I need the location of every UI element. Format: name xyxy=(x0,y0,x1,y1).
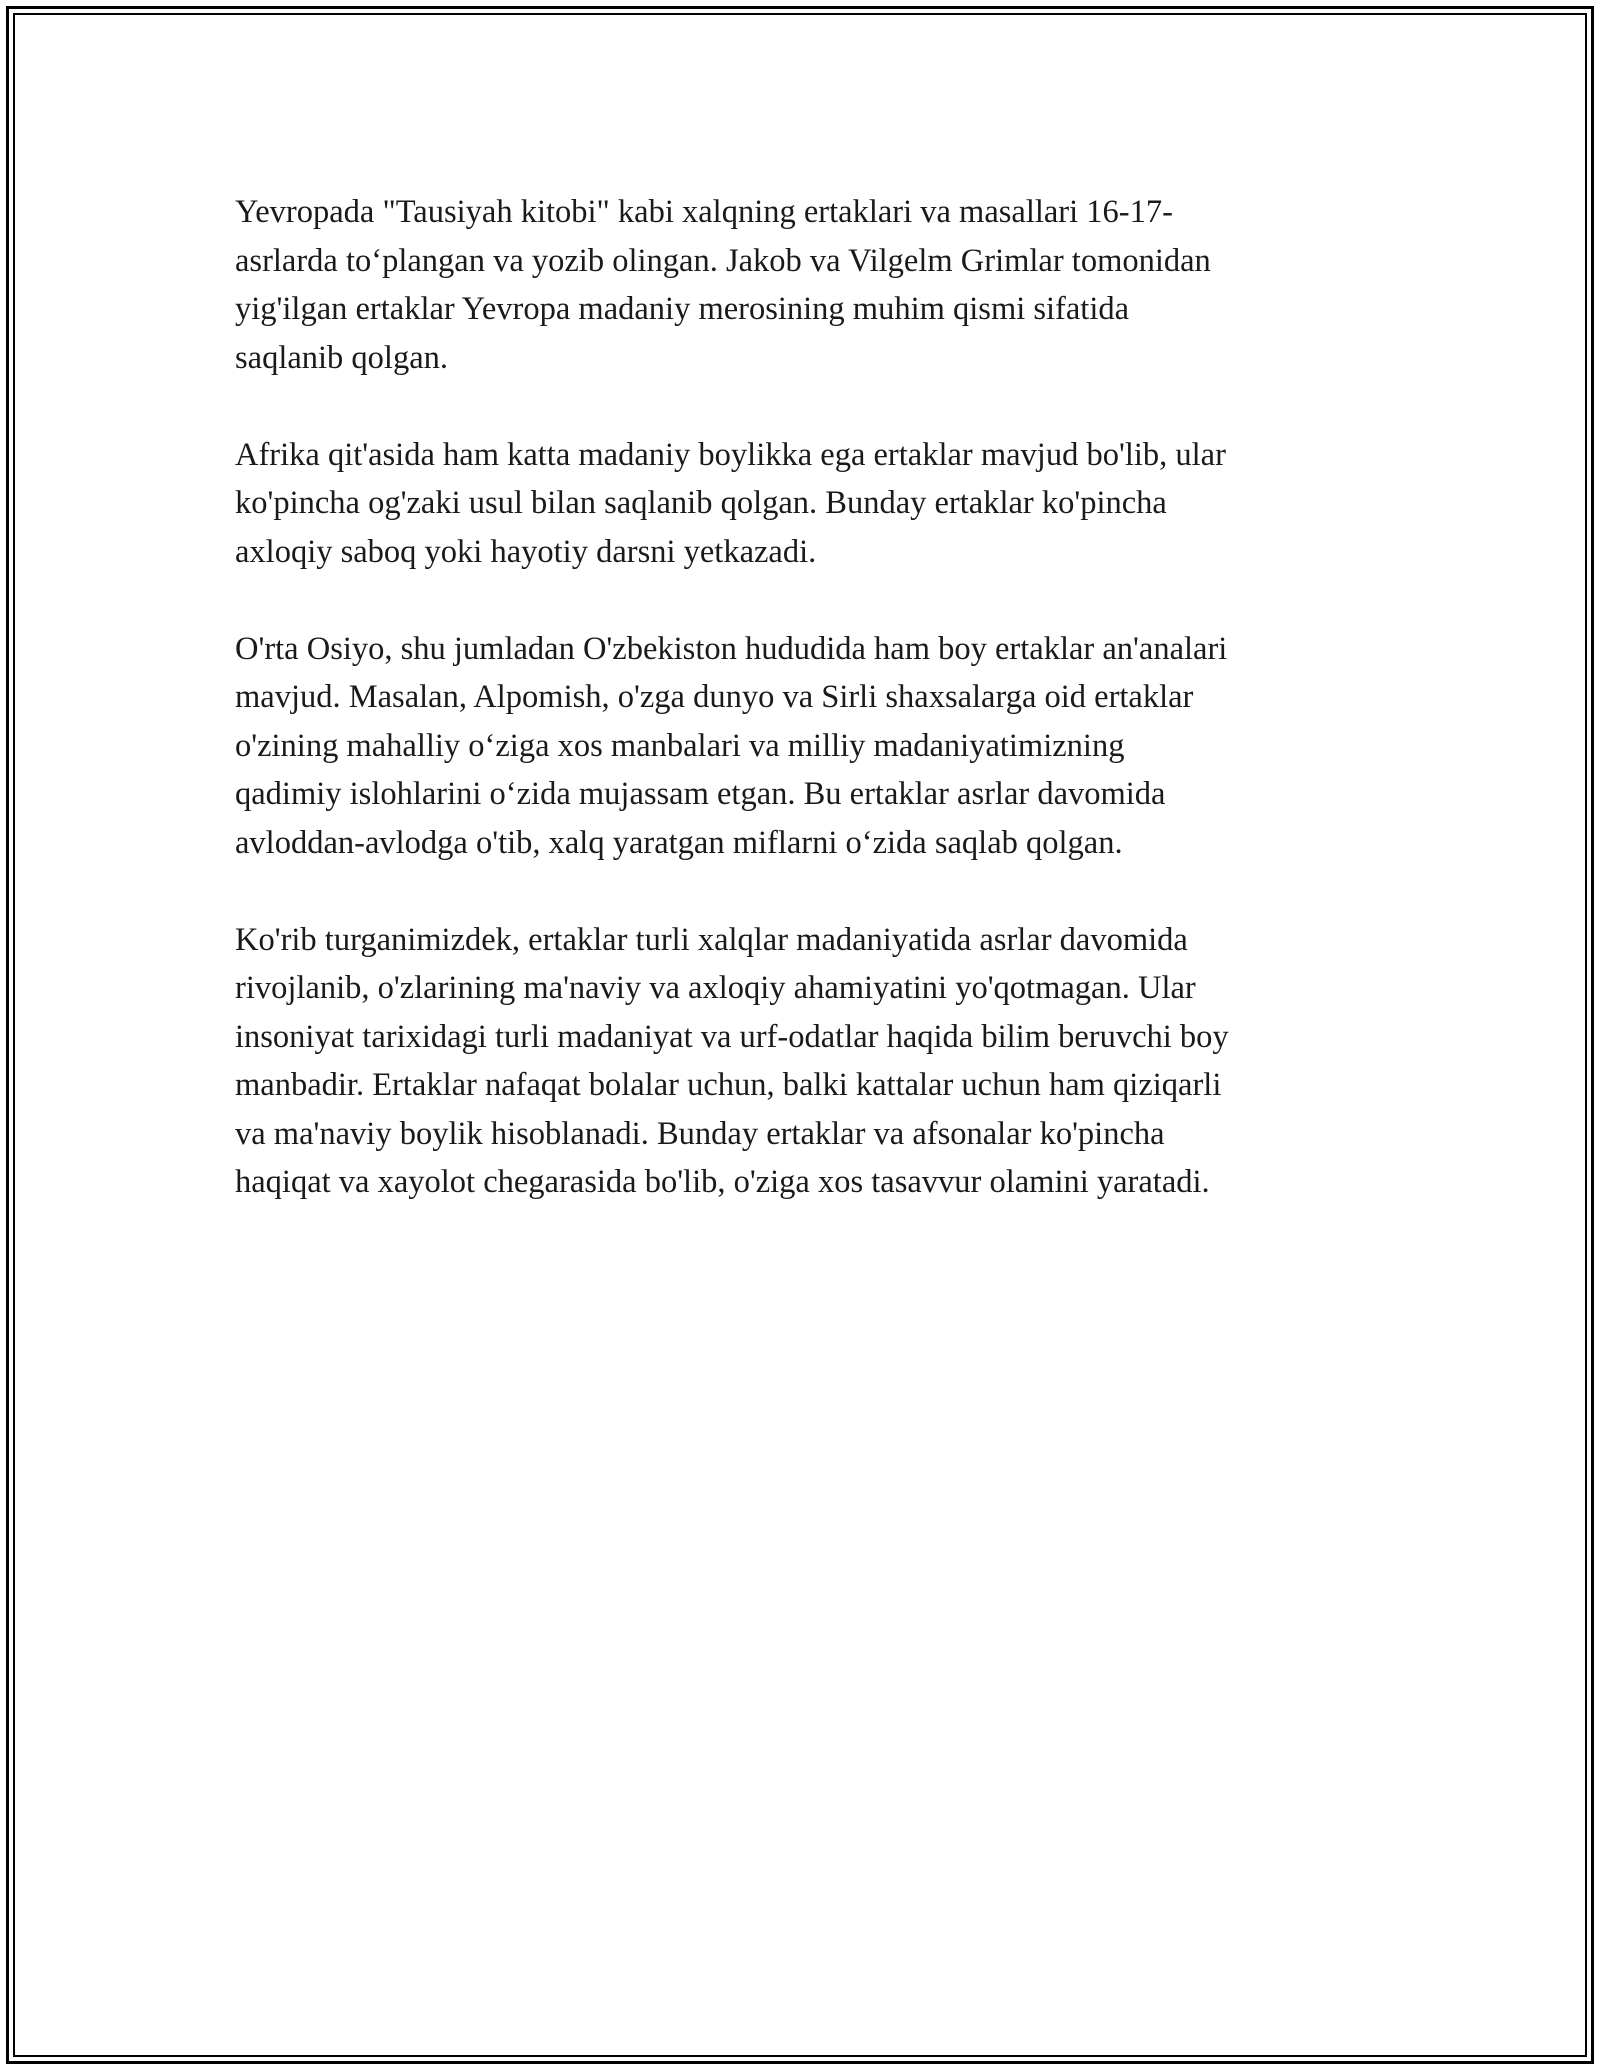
text-line: qadimiy islohlarini o‘zida mujassam etgan. Bu ertaklar asrlar davomida xyxy=(235,776,1166,812)
paragraph-conclusion xyxy=(235,916,1385,1207)
text-line: O'rta Osiyo, shu jumladan O'zbekiston hududida ham boy ertaklar an'analari xyxy=(235,630,1228,667)
text-line: o'zining mahalliy o‘ziga xos manbalari va milliy madaniyatimizning xyxy=(235,727,1125,764)
text-line: saqlanib qolgan. xyxy=(235,339,449,376)
paragraph-central-asia xyxy=(235,625,1385,868)
text-line: rivojlanib, o'zlarining ma'naviy va axloqiy ahamiyatini yo'qotmagan. Ular xyxy=(235,970,1196,1006)
text-line: va ma'naviy boylik hisoblanadi. Bunday ertaklar va afsonalar ko'pincha xyxy=(235,1115,1165,1152)
text-line: axloqiy saboq yoki hayotiy darsni yetkazadi. xyxy=(235,533,817,570)
text-line: Yevropada "Tausiyah kitobi" kabi xalqning ertaklari va masallari 16-17- xyxy=(235,194,1173,230)
text-line: ko'pincha og'zaki usul bilan saqlanib qolgan. Bunday ertaklar ko'pincha xyxy=(235,485,1167,521)
paragraph-africa xyxy=(235,431,1385,577)
text-line: Afrika qit'asida ham katta madaniy boylikka ega ertaklar mavjud bo'lib, ular xyxy=(235,436,1226,473)
text-line: insoniyat tarixidagi turli madaniyat va urf-odatlar haqida bilim beruvchi boy xyxy=(235,1018,1229,1055)
paragraph-europe xyxy=(235,188,1385,382)
text-line: Ko'rib turganimizdek, ertaklar turli xalqlar madaniyatida asrlar davomida xyxy=(235,921,1188,958)
text-line: mavjud. Masalan, Alpomish, o'zga dunyo va Sirli shaxsalarga oid ertaklar xyxy=(235,679,1194,715)
text-line: yig'ilgan ertaklar Yevropa madaniy merosining muhim qismi sifatida xyxy=(235,291,1130,327)
text-line: manbadir. Ertaklar nafaqat bolalar uchun, balki kattalar uchun ham qiziqarli xyxy=(235,1067,1222,1103)
text-line: asrlarda to‘plangan va yozib olingan. Jakob va Vilgelm Grimlar tomonidan xyxy=(235,242,1211,279)
text-line: haqiqat va xayolot chegarasida bo'lib, o'ziga xos tasavvur olamini yaratadi. xyxy=(235,1164,1210,1200)
text-line: avloddan-avlodga o'tib, xalq yaratgan miflarni o‘zida saqlab qolgan. xyxy=(235,824,1123,861)
document-body xyxy=(235,188,1385,1255)
